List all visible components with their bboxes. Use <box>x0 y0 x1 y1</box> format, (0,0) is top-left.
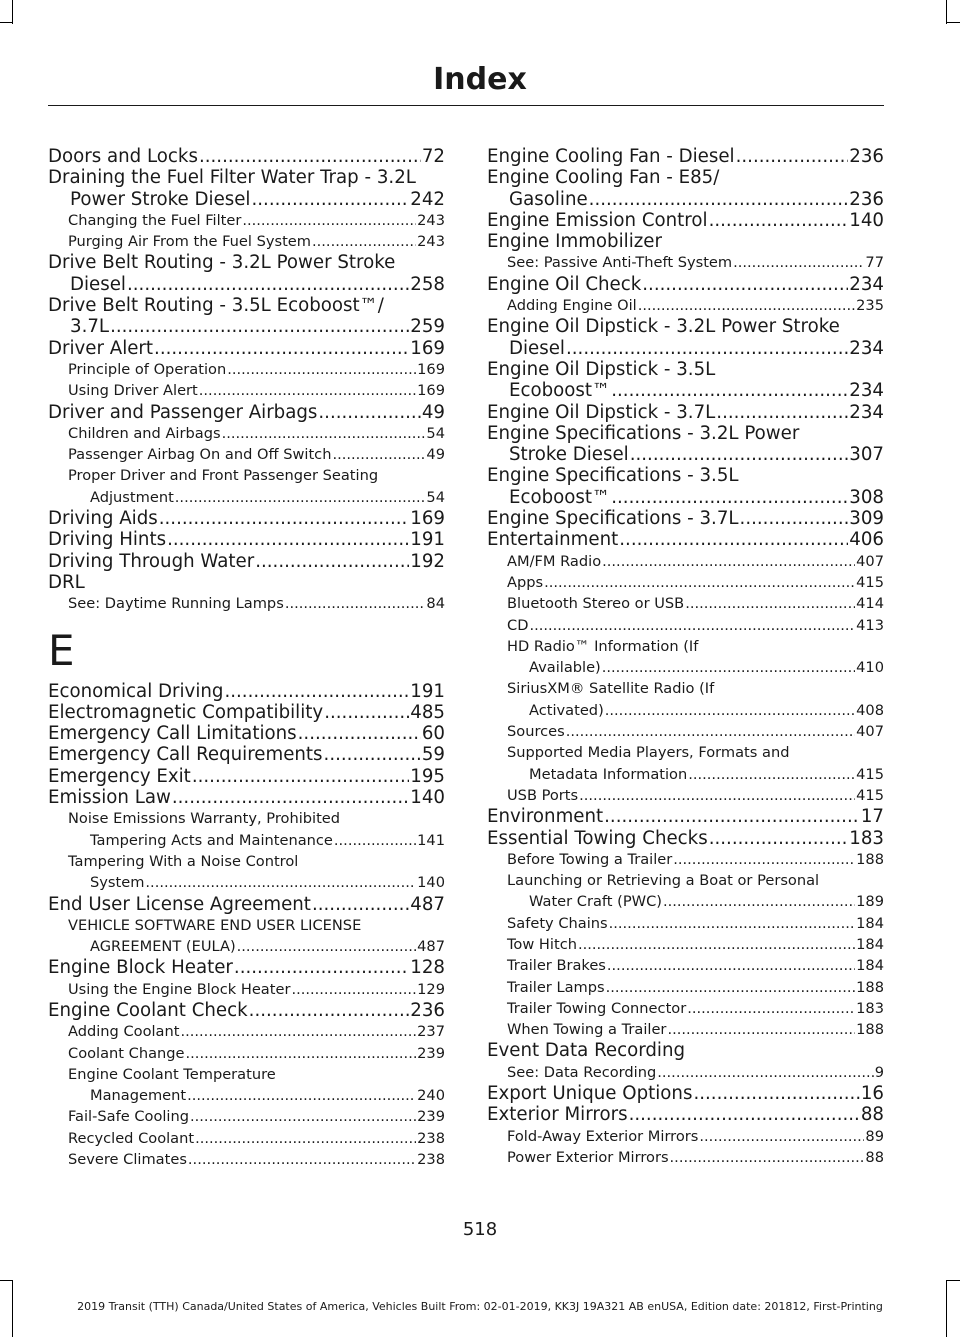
index-entry[interactable]: Driving Hints ..... 191 <box>48 529 445 550</box>
index-subentry[interactable]: USB Ports ..... 415 <box>487 785 884 806</box>
index-entry[interactable]: Event Data Recording <box>487 1040 686 1062</box>
index-entry[interactable]: Essential Towing Checks ..... 183 <box>487 828 884 849</box>
index-entry[interactable]: Engine Oil Dipstick - 3.7L ..... 234 <box>487 402 884 423</box>
index-entry[interactable]: Export Unique Options ..... 16 <box>487 1083 884 1104</box>
index-entry[interactable]: Emergency Exit ..... 195 <box>48 766 445 787</box>
index-subentry[interactable]: Tampering With a Noise Control System ..... 140 <box>48 851 445 894</box>
index-subentry[interactable]: Power Exterior Mirrors ..... 88 <box>487 1147 884 1168</box>
index-entry[interactable]: Electromagnetic Compatibility ..... 485 <box>48 702 445 723</box>
index-entry[interactable]: Engine Emission Control ..... 140 <box>487 210 884 231</box>
index-subentry[interactable]: Fail-Safe Cooling ..... 239 <box>48 1106 445 1127</box>
index-subentry[interactable]: Passenger Airbag On and Off Switch ..... 49 <box>48 444 445 465</box>
crop-mark <box>0 1280 12 1281</box>
index-entry[interactable]: Engine Oil Dipstick - 3.2L Power Stroke Diesel ..... 234 <box>487 316 884 359</box>
index-subentry[interactable]: Trailer Towing Connector ..... 183 <box>487 998 884 1019</box>
index-entry[interactable]: Engine Block Heater ..... 128 <box>48 957 445 978</box>
index-entry[interactable]: Drive Belt Routing - 3.2L Power Stroke Diesel ..... 258 <box>48 252 445 295</box>
index-subentry[interactable]: Engine Coolant Temperature Management ..... 240 <box>48 1064 445 1107</box>
index-subentry[interactable]: HD Radio™ Information (If Available) ..... 410 <box>487 636 884 679</box>
index-column-right <box>487 146 884 1168</box>
index-entry[interactable]: Driver and Passenger Airbags ..... 49 <box>48 402 445 423</box>
index-entry[interactable]: Emergency Call Limitations ..... 60 <box>48 723 445 744</box>
index-subentry[interactable]: Trailer Brakes ..... 184 <box>487 955 884 976</box>
section-letter: E <box>48 625 75 675</box>
index-entry[interactable]: Emission Law ..... 140 <box>48 787 445 808</box>
index-subentry[interactable]: Adding Coolant ..... 237 <box>48 1021 445 1042</box>
index-entry[interactable]: Engine Coolant Check ..... 236 <box>48 1000 445 1021</box>
index-subentry[interactable]: Using the Engine Block Heater ..... 129 <box>48 979 445 1000</box>
index-subentry[interactable]: Sources ..... 407 <box>487 721 884 742</box>
index-entry[interactable]: Engine Oil Check ..... 234 <box>487 274 884 295</box>
index-subentry[interactable]: Before Towing a Trailer ..... 188 <box>487 849 884 870</box>
index-subentry[interactable]: Coolant Change ..... 239 <box>48 1043 445 1064</box>
index-subentry[interactable]: See: Data Recording ..... 9 <box>487 1062 884 1083</box>
index-entry[interactable]: Environment ..... 17 <box>487 806 884 827</box>
index-entry[interactable]: Engine Specifications - 3.7L ..... 309 <box>487 508 884 529</box>
index-entry[interactable]: Draining the Fuel Filter Water Trap - 3.2L Power Stroke Diesel ..... 242 <box>48 167 445 210</box>
index-subentry[interactable]: Safety Chains ..... 184 <box>487 913 884 934</box>
index-subentry[interactable]: Principle of Operation ..... 169 <box>48 359 445 380</box>
index-subentry[interactable]: Supported Media Players, Formats and Metadata Information ..... 415 <box>487 742 884 785</box>
index-subentry[interactable]: Using Driver Alert ..... 169 <box>48 380 445 401</box>
crop-mark <box>946 0 947 24</box>
index-subentry[interactable]: Recycled Coolant ..... 238 <box>48 1128 445 1149</box>
index-entry[interactable]: Entertainment ..... 406 <box>487 529 884 550</box>
index-subentry[interactable]: See: Daytime Running Lamps ..... 84 <box>48 593 445 614</box>
index-subentry[interactable]: Purging Air From the Fuel System ..... 243 <box>48 231 445 252</box>
index-subentry[interactable]: Launching or Retrieving a Boat or Personal Water Craft (PWC) ..... 189 <box>487 870 884 913</box>
index-subentry[interactable]: Children and Airbags ..... 54 <box>48 423 445 444</box>
index-entry[interactable]: Engine Cooling Fan - E85/ Gasoline ..... 236 <box>487 167 884 210</box>
index-subentry[interactable]: Severe Climates ..... 238 <box>48 1149 445 1170</box>
index-entry[interactable]: Driving Aids ..... 169 <box>48 508 445 529</box>
index-subentry[interactable]: SiriusXM® Satellite Radio (If Activated) ..... 408 <box>487 678 884 721</box>
header-divider <box>48 105 884 106</box>
index-entry[interactable]: Engine Specifications - 3.2L Power Stroke Diesel ..... 307 <box>487 423 884 466</box>
index-entry[interactable]: Drive Belt Routing - 3.5L Ecoboost™/ 3.7L ..... 259 <box>48 295 445 338</box>
crop-mark <box>947 1280 960 1281</box>
index-entry[interactable]: Engine Immobilizer <box>487 231 662 253</box>
page-number: 518 <box>462 1219 498 1240</box>
index-subentry[interactable]: Trailer Lamps ..... 188 <box>487 977 884 998</box>
index-entry[interactable]: Driver Alert ..... 169 <box>48 338 445 359</box>
index-entry[interactable]: Economical Driving ..... 191 <box>48 681 445 702</box>
crop-mark <box>12 0 13 24</box>
crop-mark <box>0 22 12 23</box>
index-entry[interactable]: Driving Through Water ..... 192 <box>48 551 445 572</box>
index-subentry[interactable]: Noise Emissions Warranty, Prohibited Tampering Acts and Maintenance ..... 141 <box>48 808 445 851</box>
footer-note: 2019 Transit (TTH) Canada/United States of America, Vehicles Built From: 02-01-2019, KK3J 19A321 AB enUSA, Edition date: 201812, First-Printing <box>77 1300 883 1313</box>
index-entry[interactable]: Doors and Locks ..... 72 <box>48 146 445 167</box>
index-column-left <box>48 146 445 1170</box>
page-title: Index <box>433 62 527 97</box>
index-subentry[interactable]: Tow Hitch ..... 184 <box>487 934 884 955</box>
index-entry[interactable]: Exterior Mirrors ..... 88 <box>487 1104 884 1125</box>
index-entry[interactable]: End User License Agreement ..... 487 <box>48 894 445 915</box>
index-subentry[interactable]: CD ..... 413 <box>487 615 884 636</box>
index-entry[interactable]: Engine Cooling Fan - Diesel ..... 236 <box>487 146 884 167</box>
index-entry[interactable]: Emergency Call Requirements ..... 59 <box>48 744 445 765</box>
index-subentry[interactable]: AM/FM Radio ..... 407 <box>487 551 884 572</box>
index-subentry[interactable]: Changing the Fuel Filter ..... 243 <box>48 210 445 231</box>
index-subentry[interactable]: Proper Driver and Front Passenger Seating Adjustment ..... 54 <box>48 465 445 508</box>
index-subentry[interactable]: Apps ..... 415 <box>487 572 884 593</box>
index-entry[interactable]: Engine Oil Dipstick - 3.5L Ecoboost™ ..... 234 <box>487 359 884 402</box>
index-subentry[interactable]: See: Passive Anti-Theft System ..... 77 <box>487 252 884 273</box>
crop-mark <box>947 22 960 23</box>
index-entry[interactable]: Engine Specifications - 3.5L Ecoboost™ ..... 308 <box>487 465 884 508</box>
index-subentry[interactable]: Fold-Away Exterior Mirrors ..... 89 <box>487 1126 884 1147</box>
index-subentry[interactable]: Adding Engine Oil ..... 235 <box>487 295 884 316</box>
index-subentry[interactable]: VEHICLE SOFTWARE END USER LICENSE AGREEMENT (EULA) ..... 487 <box>48 915 445 958</box>
index-subentry[interactable]: When Towing a Trailer ..... 188 <box>487 1019 884 1040</box>
index-subentry[interactable]: Bluetooth Stereo or USB ..... 414 <box>487 593 884 614</box>
index-entry[interactable]: DRL <box>48 571 85 593</box>
